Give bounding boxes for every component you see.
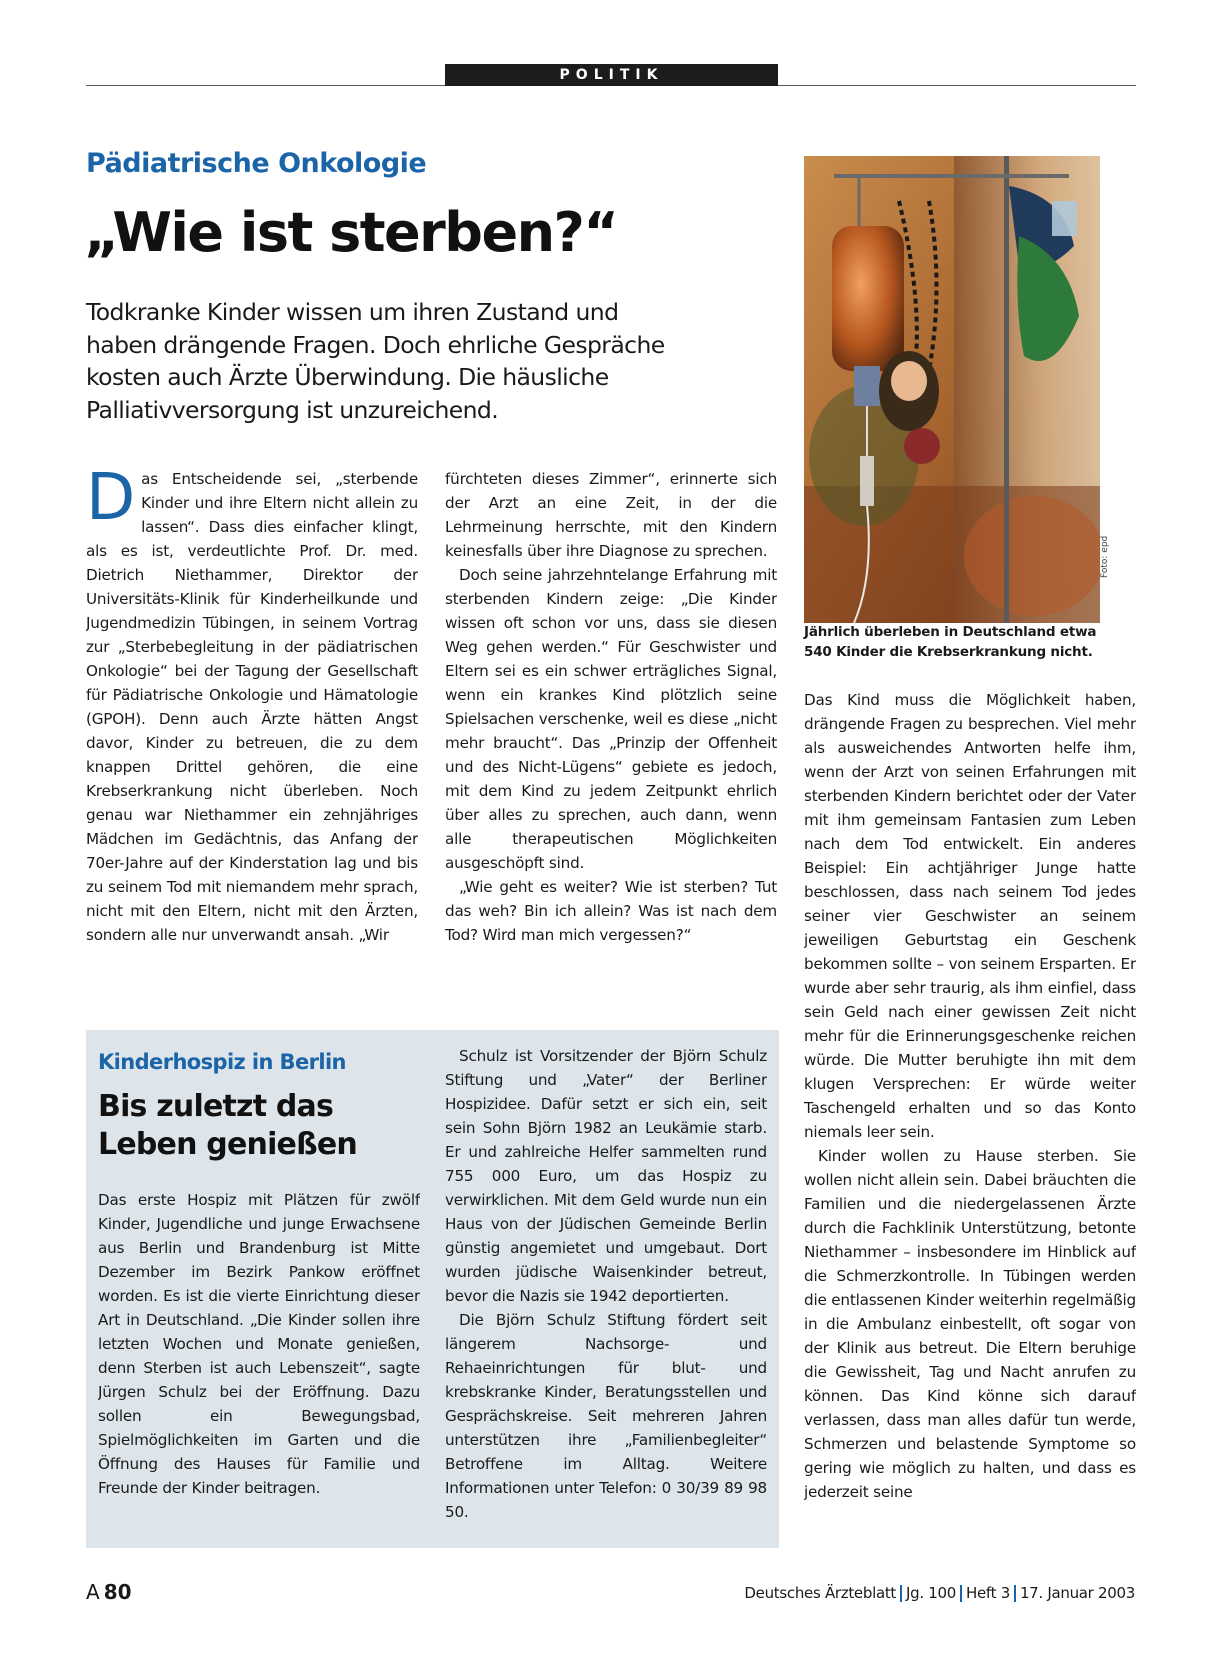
separator (960, 1585, 962, 1602)
photo-credit: Foto: epd (1100, 535, 1110, 578)
paragraph: Das Entscheidende sei, „sterbende Kinder und ihre Eltern nicht allein zu lassen“. Dass dies einfacher klingt, als es ist, verdeutlichte Prof. Dr. med. Dietrich Niethammer, Direktor der Universitäts-Klinik für Kinderheilkunde und Jugendmedizin Tübingen, in seinem Vortrag zur „Sterbebegleitung in der pädiatrischen Onkologie“ bei der Tagung der Gesellschaft für Pädiatrische Onkologie und Hämatologie (GPOH). Denn auch Ärzte hätten Angst davor, Kinder zu betreuen, die zu dem knappen Drittel gehören, die eine Krebserkrankung nicht überleben. Noch genau war Niethammer ein zehnjähriges Mädchen im Gedächtnis, das Anfang der 70er-Jahre auf der Kinderstation lag und bis zu seinem Tod mit niemandem mehr sprach, nicht mit den Eltern, nicht mit den Ärzten, sondern alle nur unverwandt ansah. „Wir (86, 467, 418, 944)
drop-cap: D (86, 467, 136, 535)
article-column-2 (445, 467, 777, 1003)
info-box-column-1 (98, 1188, 420, 1528)
paragraph: „Wie geht es weiter? Wie ist sterben? Tut das weh? Bin ich allein? Was ist nach dem Tod? Wird man mich vergessen?“ (445, 878, 777, 944)
journal-volume: Jg. 100 (906, 1584, 957, 1602)
paragraph: Das erste Hospiz mit Plätzen für zwölf Kinder, Jugendliche und junge Erwachsene aus Berlin und Brandenburg ist Mitte Dezember im Bezirk Pankow eröffnet worden. Es ist die vierte Einrichtung dieser Art in Deutschland. „Die Kinder sollen ihre letzten Wochen und Monate genießen, denn Sterben ist auch Lebenszeit“, sagte Jürgen Schulz bei der Eröffnung. Dazu sollen ein Bewegungsbad, Spielmöglichkeiten im Garten und die Öffnung des Hauses für Familie und Freunde der Kinder beitragen. (98, 1191, 420, 1497)
journal-citation (744, 1584, 1135, 1602)
journal-date: 17. Januar 2003 (1019, 1584, 1135, 1602)
iv-stand-photo-illustration (804, 156, 1100, 623)
paragraph: Das Kind muss die Möglichkeit haben, drängende Fragen zu besprechen. Viel mehr als ausweichendes Antworten helfe ihm, wenn der Arzt von seinen Erfahrungen mit sterbenden Kindern berichtet oder der Vater mit ihm gemeinsam Fantasien zum Leben nach dem Tod entwickelt. Ein anderes Beispiel: Ein achtjähriger Junge hatte beschlossen, dass nach seinem Tod jedes seiner vier Geschwister an seinem jeweiligen Geburtstag ein Geschenk bekommen sollte – von seinem Ersparten. Er wurde aber sehr traurig, als ihm einfiel, dass sein Geld nach einer gewissen Zeit nicht mehr für die Erinnerungsgeschenke reichen würde. Die Mutter beruhigte ihn mit dem klugen Versprechen: Er würde weiter Taschengeld erhalten und so das Konto niemals leer sein. (804, 691, 1136, 1141)
article-column-1 (86, 467, 418, 1003)
paragraph: Kinder wollen zu Hause sterben. Sie wollen nicht allein sein. Dabei bräuchten die Familien und die niedergelassenen Ärzte durch die Fachklinik Unterstützung, betonte Niethammer – insbesondere im Hinblick auf die Schmerzkontrolle. In Tübingen werden die entlassenen Kinder weiterhin regelmäßig in die Ambulanz einbestellt, oft sogar von der Klinik aus betreut. Die Eltern beruhige die Gewissheit, Tag und Nacht anrufen zu können. Das Kind könne sich darauf verlassen, dass man alles dafür tun werde, Schmerzen und belastende Symptome so gering wie möglich zu halten, und dass es jederzeit seine (804, 1147, 1136, 1501)
article-lead: Todkranke Kinder wissen um ihren Zustand und haben drängende Fragen. Doch ehrliche Gespräche kosten auch Ärzte Überwindung. Die häusliche Palliativversorgung ist unzureichend. (86, 298, 665, 424)
article-kicker: Pädiatrische Onkologie (86, 148, 427, 179)
info-box-kicker: Kinderhospiz in Berlin (98, 1050, 346, 1074)
paragraph: fürchteten dieses Zimmer“, erinnerte sich der Arzt an eine Zeit, in der die Lehrmeinung herrschte, mit den Kindern keinesfalls über ihre Diagnose zu sprechen. (445, 470, 777, 560)
section-label: POLITIK (445, 64, 778, 86)
photo-caption: Jährlich überleben in Deutschland etwa 540 Kinder die Krebserkrankung nicht. (804, 624, 1097, 660)
journal-issue: Heft 3 (966, 1584, 1010, 1602)
paragraph: Doch seine jahrzehntelange Erfahrung mit sterbenden Kindern zeige: „Die Kinder wissen oft schon vor uns, dass sie diesen Weg gehen werden.“ Für Geschwister und Eltern sei es ein schwer erträgliches Signal, wenn ein krankes Kind plötzlich seine Spielsachen verschenke, weil es diese „nicht mehr braucht“. Das „Prinzip der Offenheit und des Nicht-Lügens“ gebiete es jedoch, mit dem Kind zu jedem Zeitpunkt ehrlich über alles zu sprechen, auch dann, wenn alle therapeutischen Möglichkeiten ausgeschöpft sind. (445, 566, 777, 872)
info-box-column-2 (445, 1044, 767, 1534)
separator (900, 1585, 902, 1602)
paragraph: Die Björn Schulz Stiftung fördert seit längerem Nachsorge- und Rehaeinrichtungen für blut- und krebskranke Kinder, Beratungsstellen und Gesprächskreise. Seit mehreren Jahren unterstützen ihre „Familienbegleiter“ Betroffene im Alltag. Weitere Informationen unter Telefon: 0 30/39 89 98 50. (445, 1311, 767, 1521)
page-number: A 80 (86, 1580, 132, 1604)
journal-name: Deutsches Ärzteblatt (744, 1584, 896, 1602)
paragraph: Schulz ist Vorsitzender der Björn Schulz Stiftung und „Vater“ der Berliner Hospizidee. Dafür setzt er sich ein, seit sein Sohn Björn 1982 an Leukämie starb. Er und zahlreiche Helfer sammelten rund 755 000 Euro, um das Hospiz zu verwirklichen. Mit dem Geld wurde nun ein Haus von der Jüdischen Gemeinde Berlin günstig angemietet und umgebaut. Dort wurden jüdische Waisenkinder betreut, bevor die Nazis sie 1942 deportierten. (445, 1047, 767, 1305)
article-column-3 (804, 688, 1136, 1548)
separator (1014, 1585, 1016, 1602)
info-box-title: Bis zuletzt das Leben genießen (98, 1089, 357, 1162)
article-headline: „Wie ist sterben?“ (84, 201, 618, 264)
article-photo (804, 156, 1100, 623)
